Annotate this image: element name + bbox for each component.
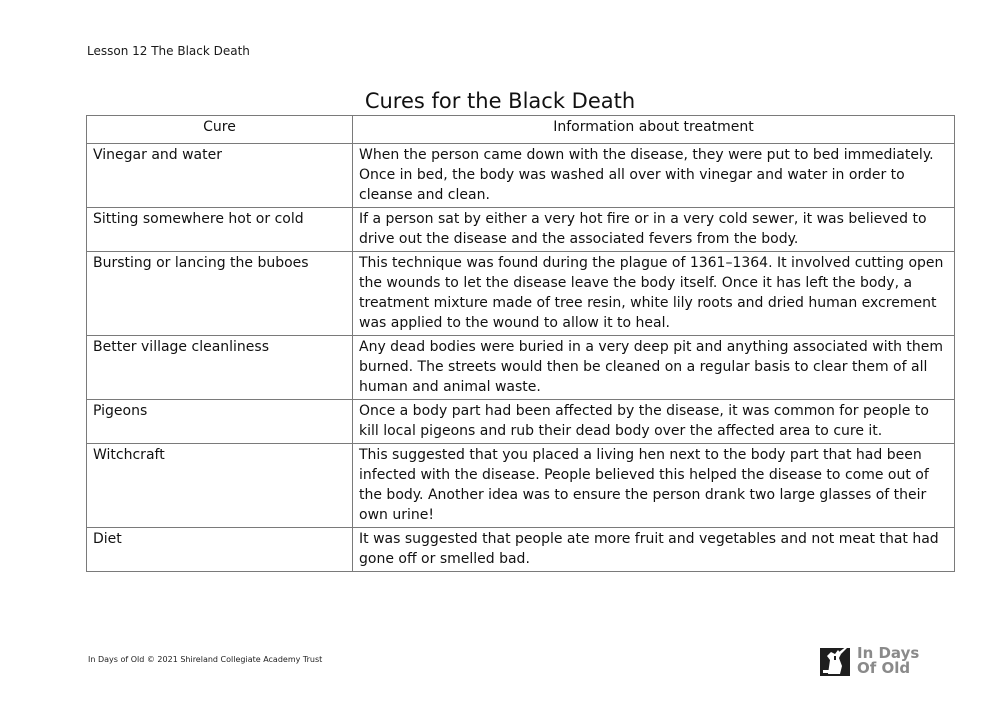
table-row <box>87 400 955 444</box>
info-cell: When the person came down with the disease, they were put to bed immediately. Once in bed, the body was washed all over with vinegar and water in order to cleanse and clean. <box>353 144 955 208</box>
cure-cell: Bursting or lancing the buboes <box>87 252 353 336</box>
page-title: Cures for the Black Death <box>364 89 636 113</box>
cure-cell: Witchcraft <box>87 444 353 528</box>
table-row <box>87 144 955 208</box>
info-cell: If a person sat by either a very hot fire or in a very cold sewer, it was believed to drive out the disease and the associated fevers from the body. <box>353 208 955 252</box>
info-cell: Any dead bodies were buried in a very deep pit and anything associated with them burned. The streets would then be cleaned on a regular basis to clear them of all human and animal waste. <box>353 336 955 400</box>
info-cell: Once a body part had been affected by the disease, it was common for people to kill local pigeons and rub their dead body over the affected area to cure it. <box>353 400 955 444</box>
table-row <box>87 336 955 400</box>
footer-copyright: In Days of Old © 2021 Shireland Collegiate Academy Trust <box>88 655 323 664</box>
cure-cell: Pigeons <box>87 400 353 444</box>
cure-cell: Sitting somewhere hot or cold <box>87 208 353 252</box>
table-header-row <box>87 116 955 144</box>
cure-cell: Diet <box>87 528 353 572</box>
table-row <box>87 208 955 252</box>
table-row <box>87 252 955 336</box>
cure-cell: Vinegar and water <box>87 144 353 208</box>
in-days-of-old-logo <box>820 642 920 682</box>
cure-cell: Better village cleanliness <box>87 336 353 400</box>
cures-table <box>86 115 955 572</box>
lesson-header: Lesson 12 The Black Death <box>87 44 250 58</box>
column-header-information: Information about treatment <box>353 116 955 144</box>
info-cell: This suggested that you placed a living hen next to the body part that had been infected with the disease. People believed this helped the disease to come out of the body. Another idea was to ensure the person drank two large glasses of their own urine! <box>353 444 955 528</box>
knight-icon <box>820 644 854 678</box>
logo-text <box>857 646 919 676</box>
table-row <box>87 528 955 572</box>
logo-line-2: Of Old <box>857 659 911 677</box>
logo-line-1: In Days <box>857 644 920 662</box>
info-cell: This technique was found during the plague of 1361–1364. It involved cutting open the wounds to let the disease leave the body itself. Once it has left the body, a treatment mixture made of tree resin, white lily roots and dried human excrement was applied to the wound to allow it to heal. <box>353 252 955 336</box>
column-header-cure: Cure <box>87 116 353 144</box>
table-row <box>87 444 955 528</box>
info-cell: It was suggested that people ate more fruit and vegetables and not meat that had gone off or smelled bad. <box>353 528 955 572</box>
